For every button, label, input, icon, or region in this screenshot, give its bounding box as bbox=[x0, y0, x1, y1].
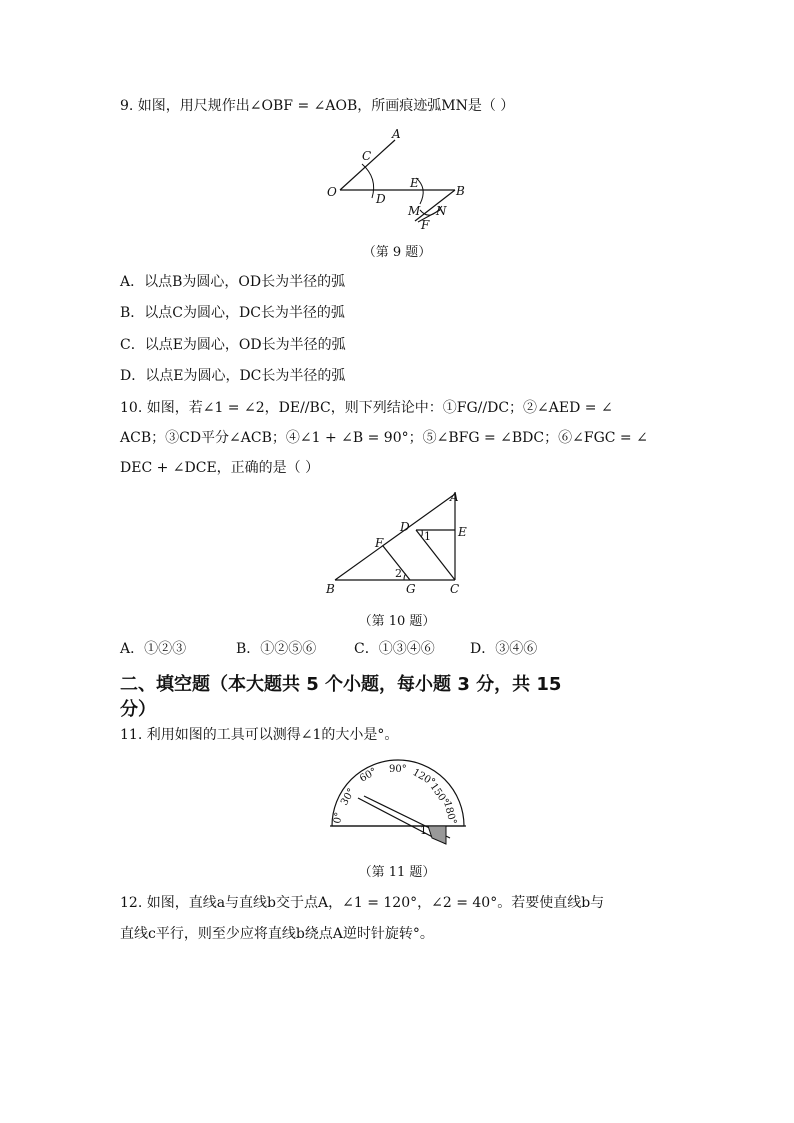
angle-2-label: 2 bbox=[395, 567, 402, 580]
scale-150: 150° bbox=[427, 781, 451, 808]
ray-oa bbox=[340, 140, 395, 190]
q11-text: 11. 利用如图的工具可以测得∠1的大小是°。 bbox=[120, 727, 399, 743]
ray-bf bbox=[415, 190, 455, 221]
q9-option-a: A．以点B为圆心，OD长为半径的弧 bbox=[120, 274, 346, 290]
q9-caption: （第 9 题） bbox=[362, 245, 432, 260]
q10-text-line3: DEC + ∠DCE，正确的是（ ） bbox=[120, 460, 320, 476]
scale-0: 0° bbox=[332, 811, 345, 825]
label-o: O bbox=[327, 185, 337, 199]
label-d: D bbox=[376, 192, 386, 206]
q10-caption: （第 10 题） bbox=[358, 614, 436, 629]
scale-120: 120° bbox=[410, 767, 437, 789]
label-m: M bbox=[408, 204, 421, 218]
angle-1-arc bbox=[421, 530, 422, 537]
section-heading-line1: 二、填空题（本大题共 5 个小题，每小题 3 分，共 15 bbox=[120, 674, 562, 695]
q9-text: 9. 如图，用尺规作出∠OBF = ∠AOB，所画痕迹弧MN是（ ） bbox=[120, 98, 515, 114]
q11-figure bbox=[328, 752, 468, 852]
angle-shade bbox=[428, 826, 446, 844]
label-b: B bbox=[326, 582, 335, 596]
angle-1-label: 1 bbox=[424, 530, 431, 543]
q9-option-c: C．以点E为圆心，OD长为半径的弧 bbox=[120, 337, 346, 353]
scale-180: 180° bbox=[441, 799, 458, 827]
q10-option-d: D．③④⑥ bbox=[470, 641, 538, 657]
scale-90: 90° bbox=[389, 764, 407, 775]
label-e: E bbox=[458, 525, 467, 539]
q9-option-b: B．以点C为圆心，DC长为半径的弧 bbox=[120, 305, 345, 321]
label-c: C bbox=[362, 149, 372, 163]
label-g: G bbox=[406, 582, 416, 596]
label-a: A bbox=[392, 127, 401, 141]
q10-option-a: A．①②③ bbox=[120, 641, 187, 657]
label-a: A bbox=[450, 490, 459, 504]
q10-figure bbox=[320, 486, 480, 602]
q12-text-line2: 直线c平行，则至少应将直线b绕点A逆时针旋转°。 bbox=[120, 926, 434, 942]
scale-60: 60° bbox=[358, 766, 379, 785]
angle-1-label: 1 bbox=[420, 824, 427, 837]
label-f: F bbox=[421, 218, 430, 232]
label-c: C bbox=[450, 582, 460, 596]
seg-dc bbox=[416, 530, 455, 580]
q10-option-b: B．①②⑤⑥ bbox=[236, 641, 317, 657]
scale-30: 30° bbox=[339, 786, 358, 808]
q10-option-c: C．①③④⑥ bbox=[354, 641, 435, 657]
label-b: B bbox=[456, 184, 465, 198]
q9-option-d: D．以点E为圆心，DC长为半径的弧 bbox=[120, 368, 346, 384]
label-d: D bbox=[400, 520, 410, 534]
q12-text-line1: 12. 如图，直线a与直线b交于点A，∠1 = 120°，∠2 = 40°。若要使直线b与 bbox=[120, 895, 605, 911]
q11-caption: （第 11 题） bbox=[358, 865, 436, 880]
label-f: F bbox=[375, 536, 384, 550]
label-n: N bbox=[436, 204, 447, 218]
q10-text-line2: ACB；③CD平分∠ACB；④∠1 + ∠B = 90°；⑤∠BFG = ∠BDC；⑥∠FGC = ∠ bbox=[120, 430, 648, 446]
q10-text-line1: 10. 如图，若∠1 = ∠2，DE//BC，则下列结论中：①FG//DC；②∠AED = ∠ bbox=[120, 400, 613, 416]
section-heading-line2: 分） bbox=[120, 699, 156, 720]
label-e: E bbox=[410, 176, 419, 190]
q9-figure bbox=[320, 126, 480, 236]
